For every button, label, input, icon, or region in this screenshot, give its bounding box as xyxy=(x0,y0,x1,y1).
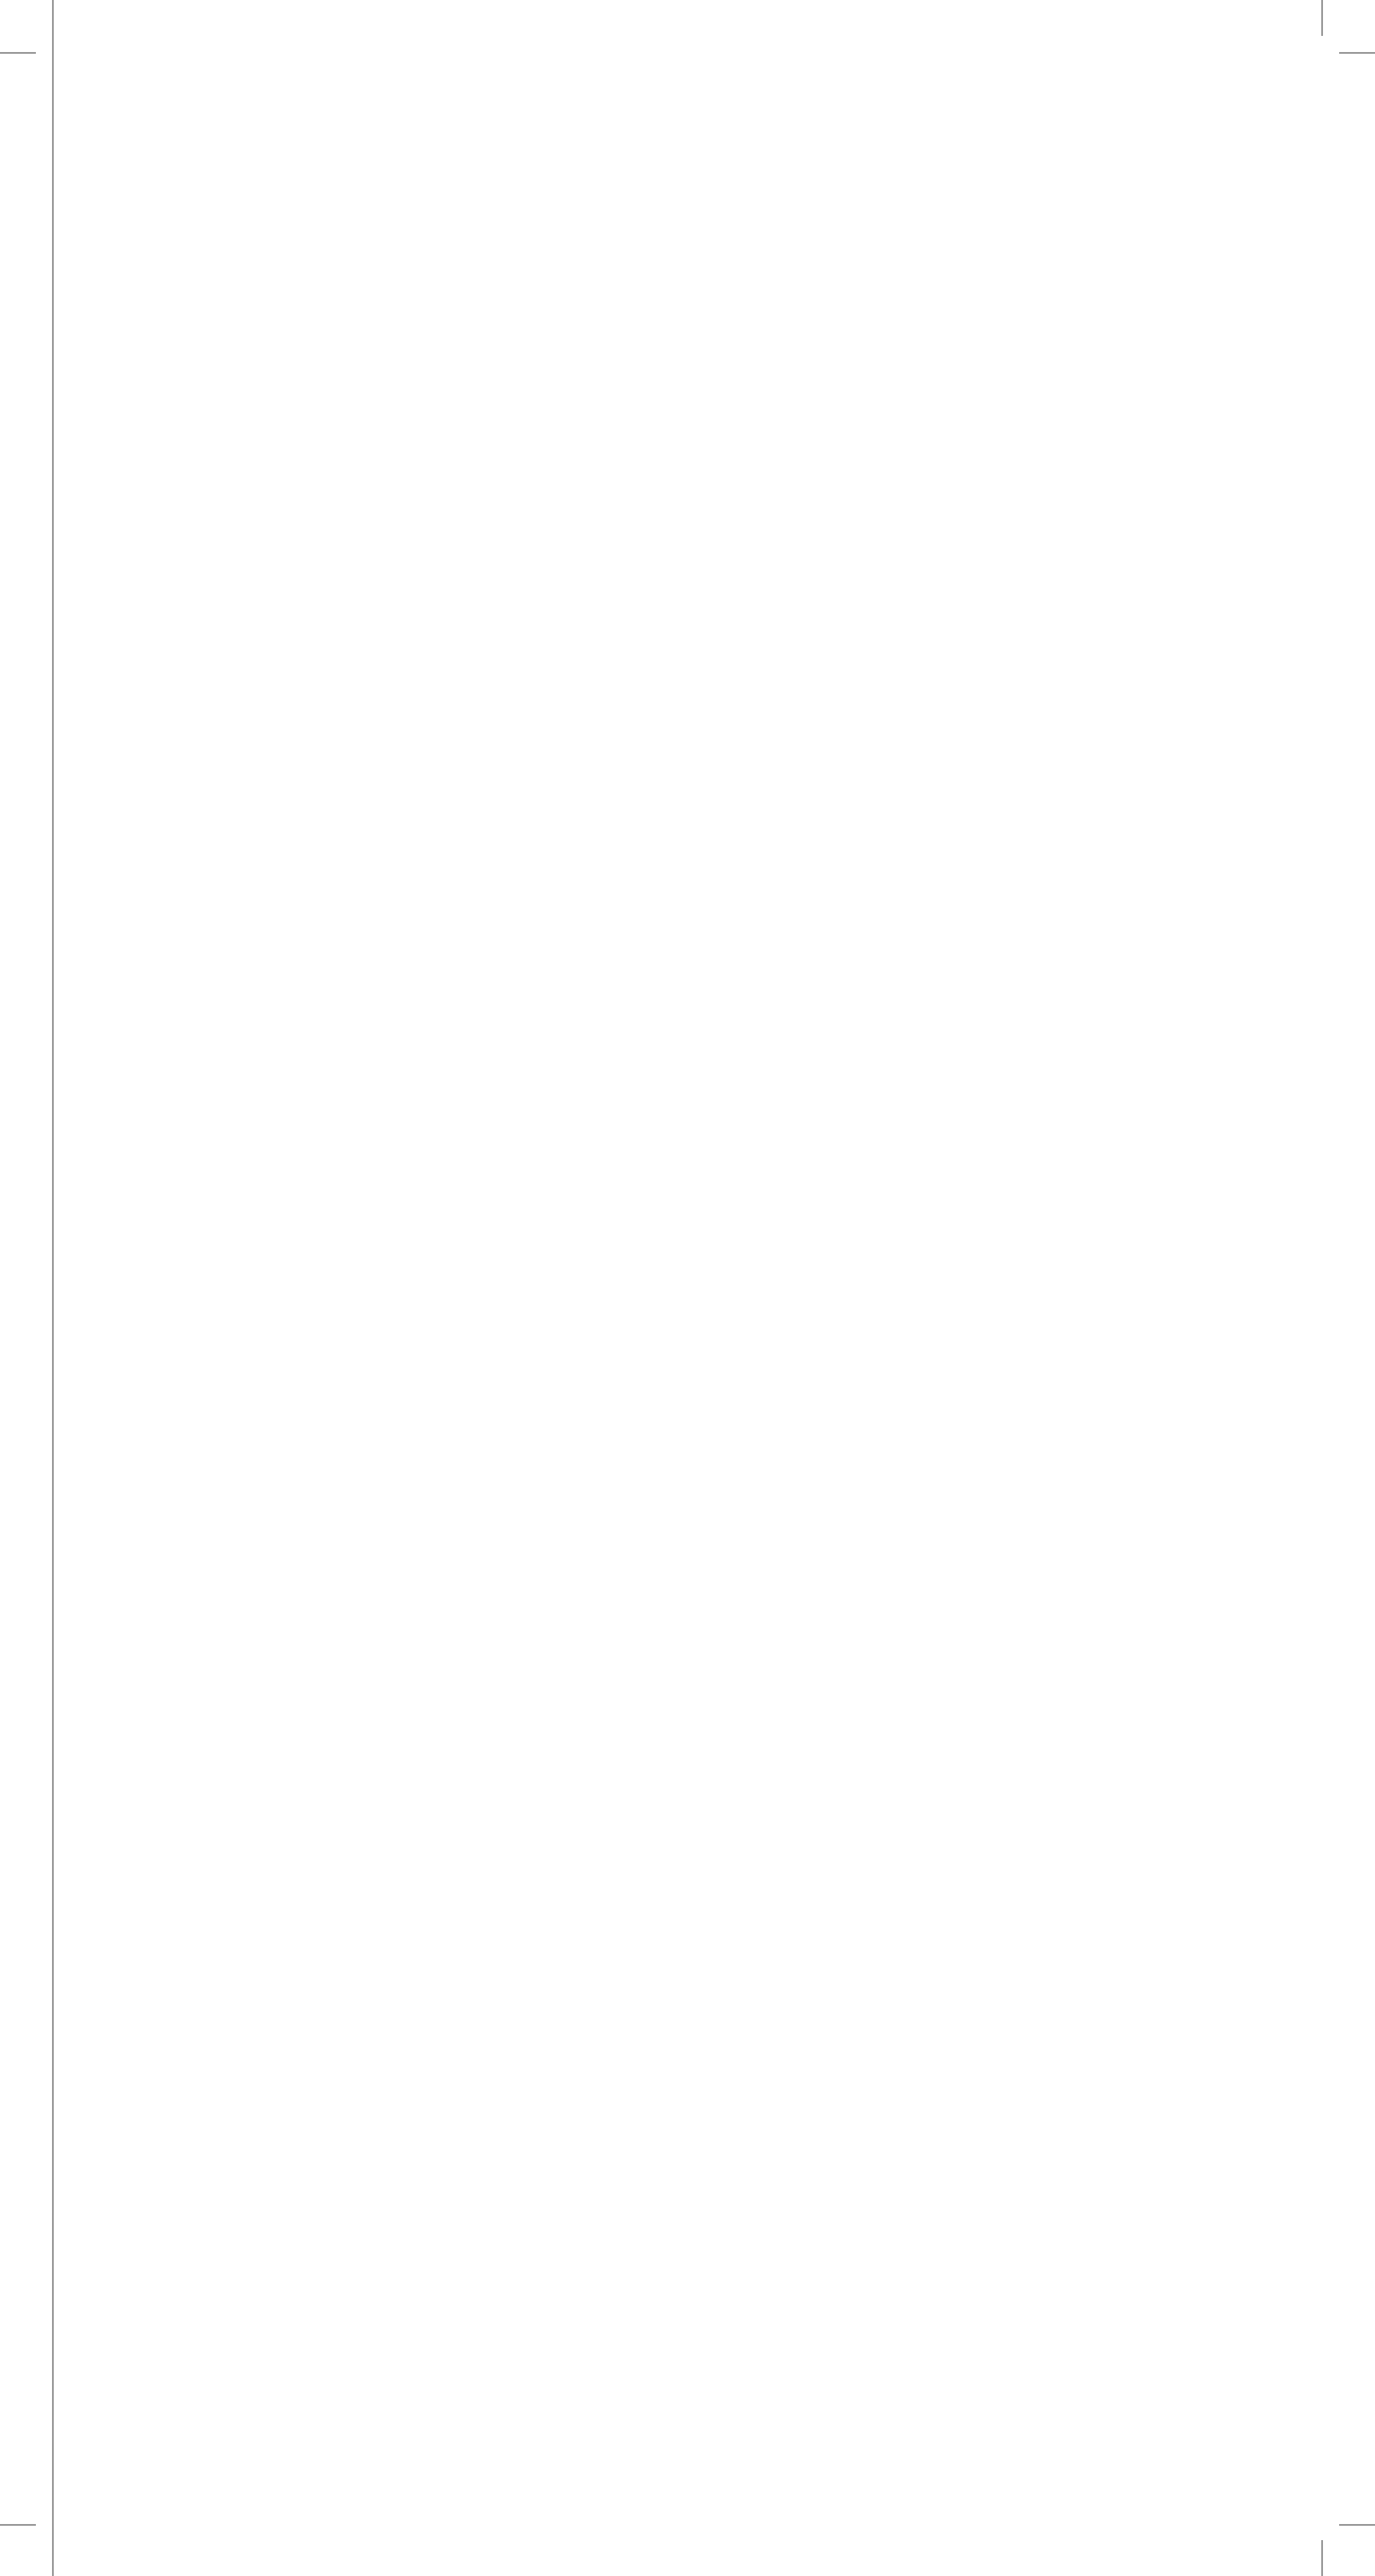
crop-mark-tl xyxy=(0,52,36,54)
crop-line-left xyxy=(52,0,54,2576)
crop-line-right-bottom xyxy=(1321,2540,1323,2576)
crop-mark-bl xyxy=(0,2524,36,2526)
crop-mark-tr xyxy=(1339,52,1375,54)
crop-mark-br xyxy=(1339,2524,1375,2526)
crop-line-right xyxy=(1321,0,1323,36)
